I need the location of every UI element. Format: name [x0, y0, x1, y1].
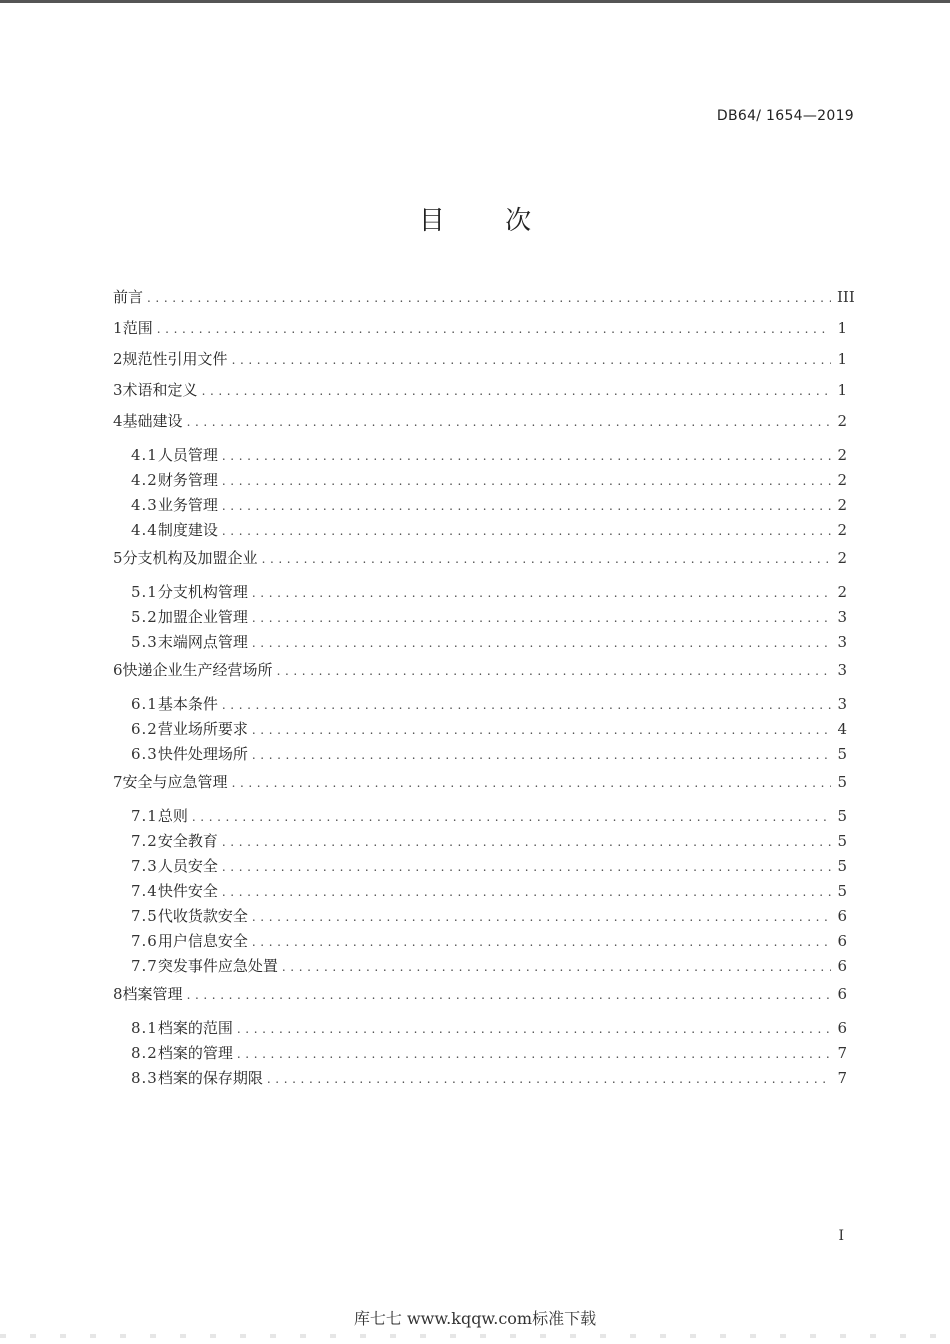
toc-entry-number: 4.2: [131, 471, 158, 489]
toc-section-entry[interactable]: [113, 493, 847, 518]
scan-artifact-strip: [0, 1334, 950, 1338]
dot-leader: [252, 930, 831, 955]
toc-entry-title: 规范性引用文件: [122, 350, 228, 368]
toc-entry-page: 6: [837, 932, 847, 950]
toc-entry-number: 8: [113, 985, 123, 1003]
toc-entry-page: 5: [837, 807, 847, 825]
toc-entry-page: 6: [837, 985, 847, 1003]
toc-entry-page: 2: [837, 471, 847, 489]
toc-entry-page: 1: [837, 381, 847, 399]
toc-entry-title: 档案的保存期限: [157, 1069, 263, 1087]
toc-entry-page: 3: [837, 695, 847, 713]
toc-entry-title: 人员安全: [157, 857, 218, 875]
dot-leader: [277, 656, 831, 687]
toc-entry-page: III: [837, 288, 855, 306]
dot-leader: [157, 314, 831, 345]
toc-entry-page: 1: [837, 350, 847, 368]
dot-leader: [187, 980, 831, 1011]
dot-leader: [252, 631, 831, 656]
toc-entry-title: 安全教育: [157, 832, 218, 850]
dot-leader: [267, 1067, 831, 1092]
toc-chapter-entry[interactable]: [113, 344, 847, 375]
dot-leader: [252, 606, 831, 631]
toc-chapter-entry[interactable]: [113, 406, 847, 437]
toc-entry-title: 营业场所要求: [157, 720, 248, 738]
toc-section-entry[interactable]: [113, 692, 847, 717]
dot-leader: [222, 469, 831, 494]
dot-leader: [202, 376, 831, 407]
toc-entry-number: 4.1: [131, 446, 158, 464]
toc-entry-page: 5: [837, 745, 847, 763]
toc-section-entry[interactable]: [113, 829, 847, 854]
toc-chapter-entry[interactable]: [113, 655, 847, 686]
toc-entry-page: 6: [837, 907, 847, 925]
toc-entry-number: 1: [113, 319, 123, 337]
toc-entry-number: 5.1: [131, 583, 158, 601]
dot-leader: [262, 544, 831, 575]
toc-chapter-entry[interactable]: [113, 979, 847, 1010]
toc-entry-title: 前言: [113, 288, 144, 306]
toc-entry-title: 快递企业生产经营场所: [122, 661, 273, 679]
toc-entry-number: 6.1: [131, 695, 158, 713]
toc-entry-page: 2: [837, 521, 847, 539]
toc-entry-number: 7.6: [131, 932, 158, 950]
dot-leader: [222, 444, 831, 469]
toc-entry-page: 5: [837, 832, 847, 850]
toc-entry-title: 快件安全: [157, 882, 218, 900]
toc-entry-number: 2: [113, 350, 123, 368]
toc-entry-title: 基础建设: [122, 412, 183, 430]
toc-entry-number: 8.1: [131, 1019, 158, 1037]
toc-entry-page: 2: [837, 446, 847, 464]
toc-entry-title: 加盟企业管理: [157, 608, 248, 626]
toc-entry-number: 5: [113, 549, 123, 567]
toc-entry-number: 6.2: [131, 720, 158, 738]
toc-entry-title: 人员管理: [157, 446, 218, 464]
toc-section-entry[interactable]: [113, 854, 847, 879]
toc-section-entry[interactable]: [113, 1041, 847, 1066]
toc-entry-number: 7.3: [131, 857, 158, 875]
toc-entry-page: 7: [837, 1044, 847, 1062]
toc-section-entry[interactable]: [113, 468, 847, 493]
dot-leader: [232, 345, 831, 376]
toc-entry-page: 6: [837, 1019, 847, 1037]
page-number: I: [838, 1228, 844, 1244]
toc-entry-title: 代收货款安全: [157, 907, 248, 925]
toc-entry-page: 1: [837, 319, 847, 337]
dot-leader: [222, 693, 831, 718]
dot-leader: [252, 581, 831, 606]
toc-entry-title: 财务管理: [157, 471, 218, 489]
toc-section-entry[interactable]: [113, 879, 847, 904]
toc-entry-number: 8.2: [131, 1044, 158, 1062]
toc-entry-page: 4: [837, 720, 847, 738]
dot-leader: [192, 805, 831, 830]
toc-chapter-entry[interactable]: [113, 375, 847, 406]
dot-leader: [187, 407, 831, 438]
toc-entry-page: 5: [837, 857, 847, 875]
toc-entry-number: 4.4: [131, 521, 158, 539]
toc-entry-number: 5.3: [131, 633, 158, 651]
toc-entry-title: 末端网点管理: [157, 633, 248, 651]
toc-section-entry[interactable]: [113, 954, 847, 979]
toc-chapter-entry[interactable]: [113, 313, 847, 344]
toc-entry-number: 6: [113, 661, 123, 679]
dot-leader: [237, 1042, 831, 1067]
toc-entry-number: 4.3: [131, 496, 158, 514]
toc-entry-title: 用户信息安全: [157, 932, 248, 950]
toc-entry-title: 分支机构及加盟企业: [122, 549, 258, 567]
toc-entry-number: 8.3: [131, 1069, 158, 1087]
toc-section-entry[interactable]: [113, 443, 847, 468]
dot-leader: [222, 519, 831, 544]
dot-leader: [222, 830, 831, 855]
toc-entry-number: 7: [113, 773, 123, 791]
toc-chapter-entry[interactable]: [113, 282, 855, 313]
toc-section-entry[interactable]: [113, 717, 847, 742]
toc-section-entry[interactable]: [113, 518, 847, 543]
table-of-contents: [113, 282, 855, 1091]
toc-entry-page: 6: [837, 957, 847, 975]
toc-entry-page: 3: [837, 661, 847, 679]
dot-leader: [222, 855, 831, 880]
toc-entry-title: 总则: [157, 807, 188, 825]
dot-leader: [252, 905, 831, 930]
toc-entry-page: 2: [837, 549, 847, 567]
toc-entry-page: 7: [837, 1069, 847, 1087]
toc-entry-page: 5: [837, 773, 847, 791]
toc-entry-title: 档案的管理: [157, 1044, 233, 1062]
dot-leader: [252, 718, 831, 743]
toc-entry-title: 业务管理: [157, 496, 218, 514]
toc-entry-number: 4: [113, 412, 123, 430]
toc-section-entry[interactable]: [113, 605, 847, 630]
document-code: DB64/ 1654—2019: [716, 108, 854, 124]
dot-leader: [237, 1017, 831, 1042]
toc-entry-number: 6.3: [131, 745, 158, 763]
toc-entry-title: 范围: [122, 319, 153, 337]
page-title: 目 次: [418, 206, 558, 236]
toc-entry-title: 快件处理场所: [157, 745, 248, 763]
toc-section-entry[interactable]: [113, 742, 847, 767]
toc-entry-number: 7.5: [131, 907, 158, 925]
toc-section-entry[interactable]: [113, 630, 847, 655]
toc-entry-number: 7.4: [131, 882, 158, 900]
toc-entry-title: 档案的范围: [157, 1019, 233, 1037]
dot-leader: [252, 743, 831, 768]
toc-chapter-entry[interactable]: [113, 767, 847, 798]
toc-entry-page: 5: [837, 882, 847, 900]
toc-section-entry[interactable]: [113, 580, 847, 605]
toc-entry-number: 7.2: [131, 832, 158, 850]
toc-section-entry[interactable]: [113, 1016, 847, 1041]
toc-entry-number: 7.1: [131, 807, 158, 825]
toc-entry-page: 2: [837, 412, 847, 430]
dot-leader: [147, 283, 831, 314]
footer-watermark: 库七七 www.kqqw.com标准下载: [353, 1309, 597, 1328]
toc-section-entry[interactable]: [113, 1066, 847, 1091]
toc-entry-page: 2: [837, 496, 847, 514]
toc-section-entry[interactable]: [113, 929, 847, 954]
dot-leader: [222, 494, 831, 519]
top-border-line: [0, 0, 950, 3]
toc-entry-title: 制度建设: [157, 521, 218, 539]
dot-leader: [222, 880, 831, 905]
toc-entry-title: 突发事件应急处置: [157, 957, 278, 975]
toc-entry-number: 7.7: [131, 957, 158, 975]
toc-entry-number: 5.2: [131, 608, 158, 626]
toc-entry-title: 术语和定义: [122, 381, 198, 399]
toc-entry-title: 安全与应急管理: [122, 773, 228, 791]
toc-entry-page: 2: [837, 583, 847, 601]
toc-section-entry[interactable]: [113, 804, 847, 829]
toc-entry-number: 3: [113, 381, 123, 399]
toc-section-entry[interactable]: [113, 904, 847, 929]
toc-entry-title: 档案管理: [122, 985, 183, 1003]
toc-entry-page: 3: [837, 608, 847, 626]
dot-leader: [232, 768, 831, 799]
toc-entry-title: 分支机构管理: [157, 583, 248, 601]
toc-chapter-entry[interactable]: [113, 543, 847, 574]
toc-entry-title: 基本条件: [157, 695, 218, 713]
dot-leader: [282, 955, 831, 980]
toc-entry-page: 3: [837, 633, 847, 651]
